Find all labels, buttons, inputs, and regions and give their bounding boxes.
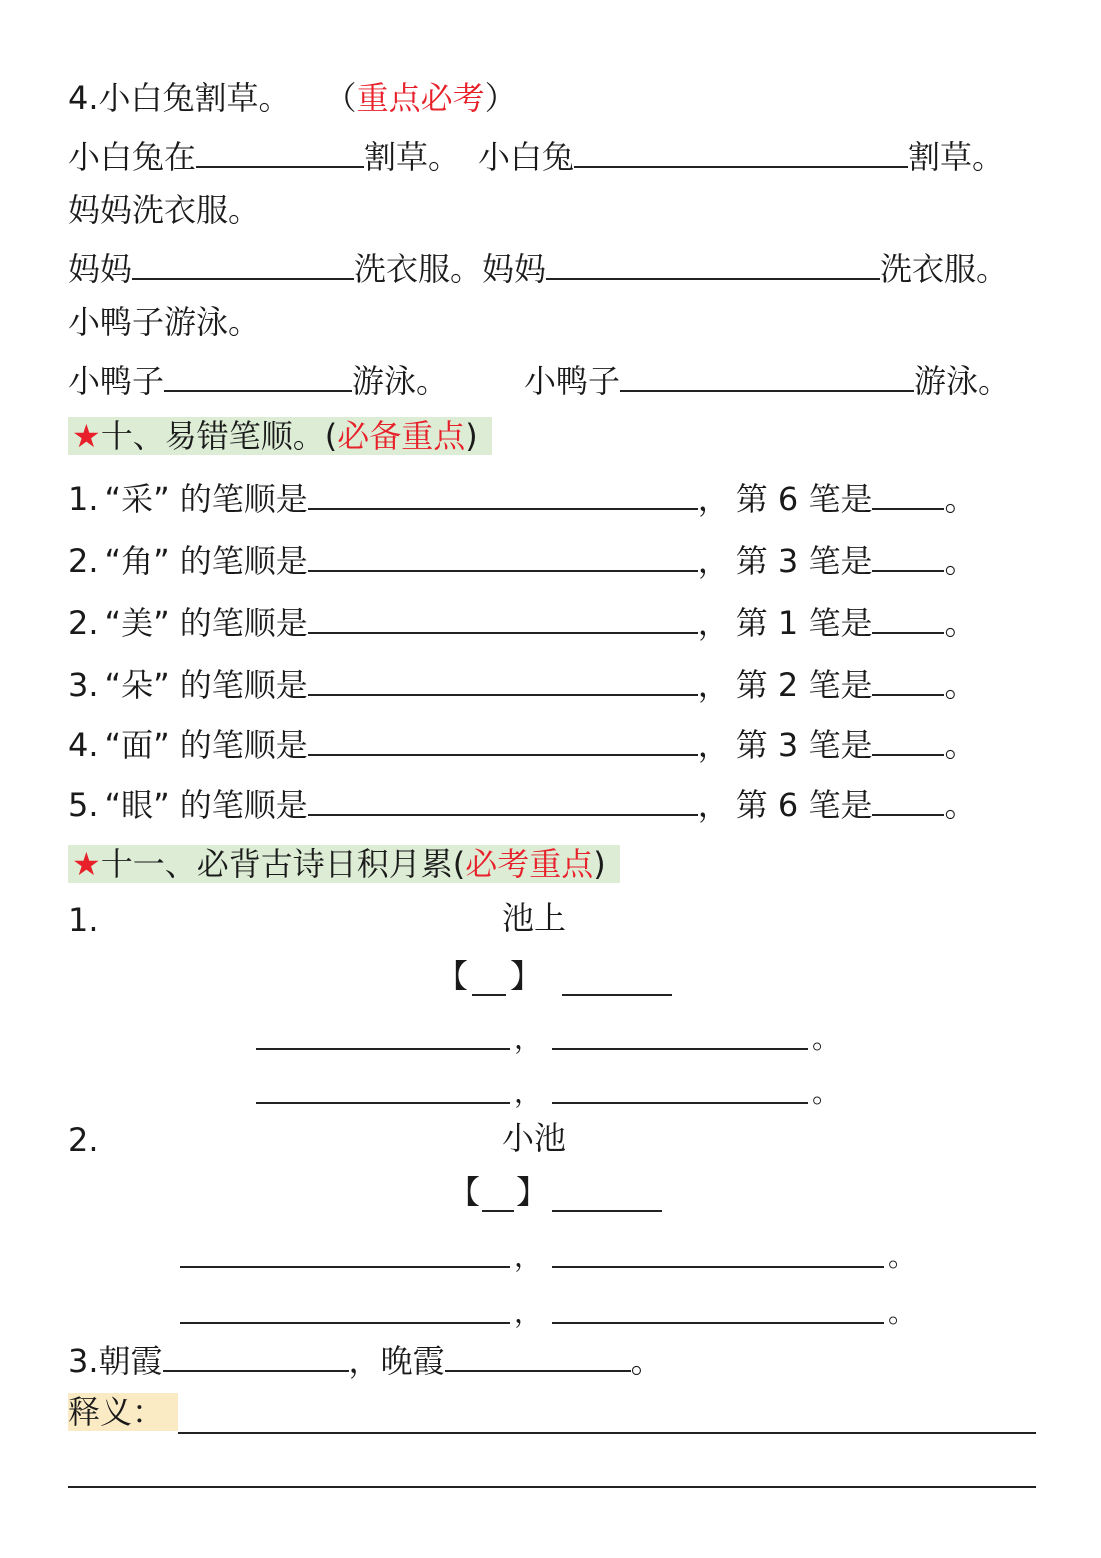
stroke-item-end: 。	[944, 666, 977, 704]
row-end: 割草。	[908, 138, 1005, 176]
stroke-order-blank[interactable]	[308, 720, 698, 756]
section10-note: 必备重点	[337, 417, 466, 455]
stroke-item-comma: ，	[697, 480, 730, 518]
answer-blank[interactable]	[574, 132, 908, 168]
stroke-item-comma: ，	[697, 542, 730, 580]
stroke-item-comma: ，	[697, 604, 730, 642]
q4-heading	[68, 76, 517, 120]
stroke-item-stroke-label: 第 3 笔是	[735, 542, 873, 580]
row-prompt2: 小鸭子	[524, 362, 621, 400]
poem1-bracket-left: 【	[436, 957, 469, 995]
explain-row	[68, 1390, 178, 1434]
q4-close-paren: ）	[484, 79, 517, 117]
section10-heading-band	[68, 417, 492, 455]
poem-line-blank[interactable]	[180, 1264, 510, 1268]
row-end: 洗衣服。	[880, 250, 1009, 288]
poem2-bracket-left: 【	[448, 1173, 481, 1211]
poem-period: 。	[888, 1296, 917, 1329]
row-mid: 洗衣服。	[354, 250, 483, 288]
stroke-item-end: 。	[944, 786, 977, 824]
stroke-order-blank[interactable]	[308, 780, 698, 816]
row-prompt: 小鸭子	[68, 362, 165, 400]
q4-row-mom	[68, 244, 1008, 288]
row-prompt: 妈妈	[68, 250, 133, 288]
stroke-item-suffix: 的笔顺是	[179, 604, 308, 642]
stroke-item-comma: ，	[697, 786, 730, 824]
q3-row	[68, 1336, 663, 1380]
answer-blank[interactable]	[196, 132, 364, 168]
poem-line-blank[interactable]	[552, 1264, 884, 1268]
stroke-order-blank[interactable]	[308, 598, 698, 634]
explain-blank[interactable]	[178, 1430, 1036, 1434]
answer-blank[interactable]	[163, 1336, 349, 1372]
star-icon: ★	[72, 417, 101, 455]
stroke-item	[68, 598, 976, 642]
dynasty-blank[interactable]	[472, 992, 506, 996]
section11-heading	[68, 842, 620, 886]
stroke-item-suffix: 的笔顺是	[179, 666, 308, 704]
poem-period: 。	[888, 1240, 917, 1273]
q4-sentence-duck	[68, 300, 260, 344]
stroke-item-number: 3.	[68, 666, 99, 704]
explain-blank-2[interactable]	[68, 1484, 1036, 1488]
section11-close: )	[593, 845, 606, 883]
row-prompt: 小白兔在	[68, 138, 197, 176]
stroke-item-comma: ，	[697, 726, 730, 764]
q4-title: 4.小白兔割草。	[68, 79, 291, 117]
section10-close: )	[465, 417, 478, 455]
stroke-item-number: 2.	[68, 542, 99, 580]
answer-blank[interactable]	[132, 244, 354, 280]
stroke-item-end: 。	[944, 726, 977, 764]
stroke-order-blank[interactable]	[308, 536, 698, 572]
star-icon: ★	[72, 845, 101, 883]
poem-line-blank[interactable]	[180, 1320, 510, 1324]
answer-blank[interactable]	[445, 1336, 631, 1372]
stroke-item-end: 。	[944, 604, 977, 642]
poem-period: 。	[812, 1076, 841, 1109]
poem2-bracket-right: 】	[516, 1173, 549, 1211]
section10-heading	[68, 414, 492, 458]
stroke-item-stroke-label: 第 2 笔是	[735, 666, 873, 704]
poem1-number: 1.	[68, 901, 99, 939]
stroke-item-number: 1.	[68, 480, 99, 518]
row-prompt2: 小白兔	[478, 138, 575, 176]
q3-comma: ，	[348, 1342, 381, 1380]
poem1-bracket-right: 】	[510, 957, 543, 995]
stroke-order-blank[interactable]	[308, 660, 698, 696]
stroke-item-stroke-label: 第 6 笔是	[735, 480, 873, 518]
poem1-title: 池上	[502, 899, 567, 937]
poem-line-blank[interactable]	[552, 1100, 808, 1104]
stroke-item-end: 。	[944, 480, 977, 518]
stroke-item-char: “美”	[104, 604, 170, 642]
row-mid: 割草。	[364, 138, 461, 176]
dynasty-blank[interactable]	[482, 1208, 514, 1212]
q4-sentence-mom	[68, 188, 260, 232]
stroke-item-char: “采”	[104, 480, 170, 518]
stroke-item-char: “朵”	[104, 666, 170, 704]
stroke-item-suffix: 的笔顺是	[179, 480, 308, 518]
stroke-answer-blank[interactable]	[872, 720, 944, 756]
stroke-item-end: 。	[944, 542, 977, 580]
example-sentence: 小鸭子游泳。	[68, 303, 261, 341]
q4-note: 重点必考	[356, 79, 485, 117]
section11-heading-band	[68, 845, 620, 883]
poem-comma: ，	[514, 1240, 543, 1273]
poem-line-blank[interactable]	[552, 1320, 884, 1324]
poem-line-blank[interactable]	[256, 1046, 510, 1050]
stroke-answer-blank[interactable]	[872, 474, 944, 510]
poem2-title: 小池	[502, 1119, 567, 1157]
stroke-item	[68, 474, 976, 518]
poem-comma: ，	[514, 1296, 543, 1329]
stroke-order-blank[interactable]	[308, 474, 698, 510]
explain-label: 释义：	[68, 1393, 178, 1431]
q3-prompt-b: 晚霞	[380, 1342, 445, 1380]
q3-end: 。	[630, 1342, 663, 1380]
row-prompt2: 妈妈	[482, 250, 547, 288]
section11-note: 必考重点	[465, 845, 594, 883]
stroke-answer-blank[interactable]	[872, 780, 944, 816]
stroke-answer-blank[interactable]	[872, 660, 944, 696]
answer-blank[interactable]	[546, 244, 880, 280]
author-blank[interactable]	[562, 992, 672, 996]
q4-row-duck	[68, 356, 1010, 400]
stroke-item-suffix: 的笔顺是	[179, 542, 308, 580]
stroke-item	[68, 536, 976, 580]
q4-row-rabbit	[68, 132, 1004, 176]
stroke-item-stroke-label: 第 3 笔是	[735, 726, 873, 764]
section11-title: 十一、必背古诗日积月累(	[100, 845, 466, 883]
poem-line-blank[interactable]	[256, 1100, 510, 1104]
stroke-item-number: 2.	[68, 604, 99, 642]
stroke-item-char: “面”	[104, 726, 170, 764]
row-mid: 游泳。	[352, 362, 449, 400]
poem2-number: 2.	[68, 1121, 99, 1159]
stroke-item-number: 5.	[68, 786, 99, 824]
section10-title: 十、易错笔顺。(	[100, 417, 338, 455]
stroke-item-suffix: 的笔顺是	[179, 786, 308, 824]
stroke-item-char: “眼”	[104, 786, 170, 824]
poem-line-blank[interactable]	[552, 1046, 808, 1050]
q4-open-paren: （	[324, 79, 357, 117]
stroke-item-number: 4.	[68, 726, 99, 764]
stroke-item-comma: ，	[697, 666, 730, 704]
answer-blank[interactable]	[164, 356, 352, 392]
poem-comma: ，	[514, 1022, 543, 1055]
stroke-answer-blank[interactable]	[872, 598, 944, 634]
stroke-item	[68, 720, 976, 764]
stroke-item	[68, 660, 976, 704]
stroke-answer-blank[interactable]	[872, 536, 944, 572]
answer-blank[interactable]	[620, 356, 914, 392]
q3-prompt-a: 3.朝霞	[68, 1342, 163, 1380]
stroke-item-stroke-label: 第 6 笔是	[735, 786, 873, 824]
example-sentence: 妈妈洗衣服。	[68, 191, 261, 229]
author-blank[interactable]	[552, 1208, 662, 1212]
poem-comma: ，	[514, 1076, 543, 1109]
stroke-item	[68, 780, 976, 824]
row-end: 游泳。	[914, 362, 1011, 400]
stroke-item-char: “角”	[104, 542, 170, 580]
poem-period: 。	[812, 1022, 841, 1055]
stroke-item-suffix: 的笔顺是	[179, 726, 308, 764]
stroke-item-stroke-label: 第 1 笔是	[735, 604, 873, 642]
